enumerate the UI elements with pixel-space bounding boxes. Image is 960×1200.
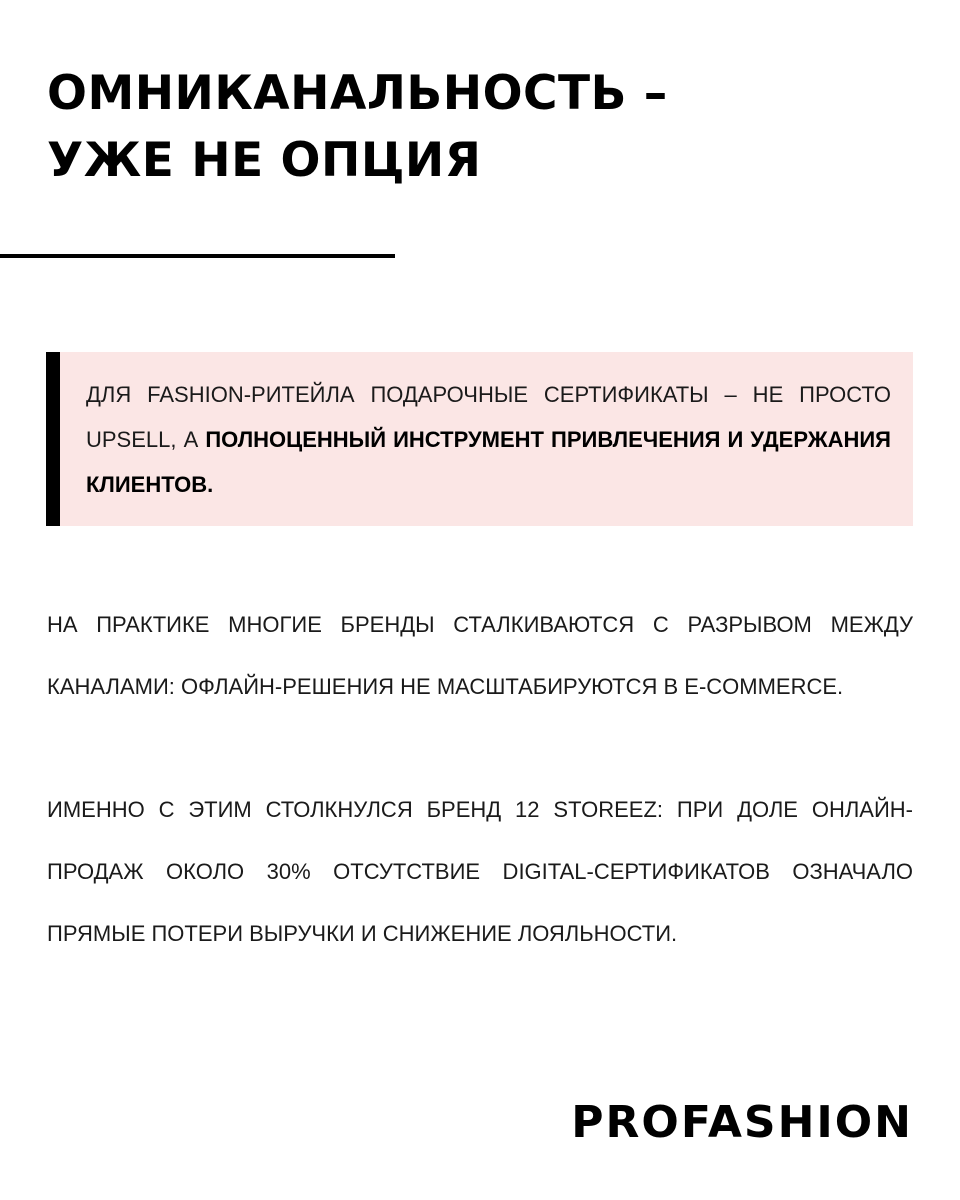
callout-text [86, 372, 891, 507]
callout-accent-bar [46, 352, 60, 526]
brand-logo: PROFASHION [571, 1097, 913, 1148]
page-title-line-1: ОМНИКАНАЛЬНОСТЬ – [47, 66, 668, 121]
page-title [47, 60, 668, 194]
body-paragraph-1: НА ПРАКТИКЕ МНОГИЕ БРЕНДЫ СТАЛКИВАЮТСЯ С РАЗРЫВОМ МЕЖДУ КАНАЛАМИ: ОФЛАЙН-РЕШЕНИЯ НЕ МАСШТАБИРУЮТСЯ В E-COMMERCE. [47, 612, 913, 699]
callout-text-regular: ДЛЯ FASHION-РИТЕЙЛА ПОДАРОЧНЫЕ СЕРТИФИКАТЫ – НЕ ПРОСТО UPSELL, А [86, 382, 891, 452]
highlight-callout [46, 352, 913, 526]
title-divider [0, 254, 395, 258]
callout-text-bold: ПОЛНОЦЕННЫЙ ИНСТРУМЕНТ ПРИВЛЕЧЕНИЯ И УДЕРЖАНИЯ КЛИЕНТОВ. [86, 427, 891, 497]
page-title-line-2: УЖЕ НЕ ОПЦИЯ [47, 133, 482, 188]
body-paragraph-2: ИМЕННО С ЭТИМ СТОЛКНУЛСЯ БРЕНД 12 STOREEZ: ПРИ ДОЛЕ ОНЛАЙН-ПРОДАЖ ОКОЛО 30% ОТСУТСТВИЕ DIGITAL-СЕРТИФИКАТОВ ОЗНАЧАЛО ПРЯМЫЕ ПОТЕРИ ВЫРУЧКИ И СНИЖЕНИЕ ЛОЯЛЬНОСТИ. [47, 797, 913, 946]
